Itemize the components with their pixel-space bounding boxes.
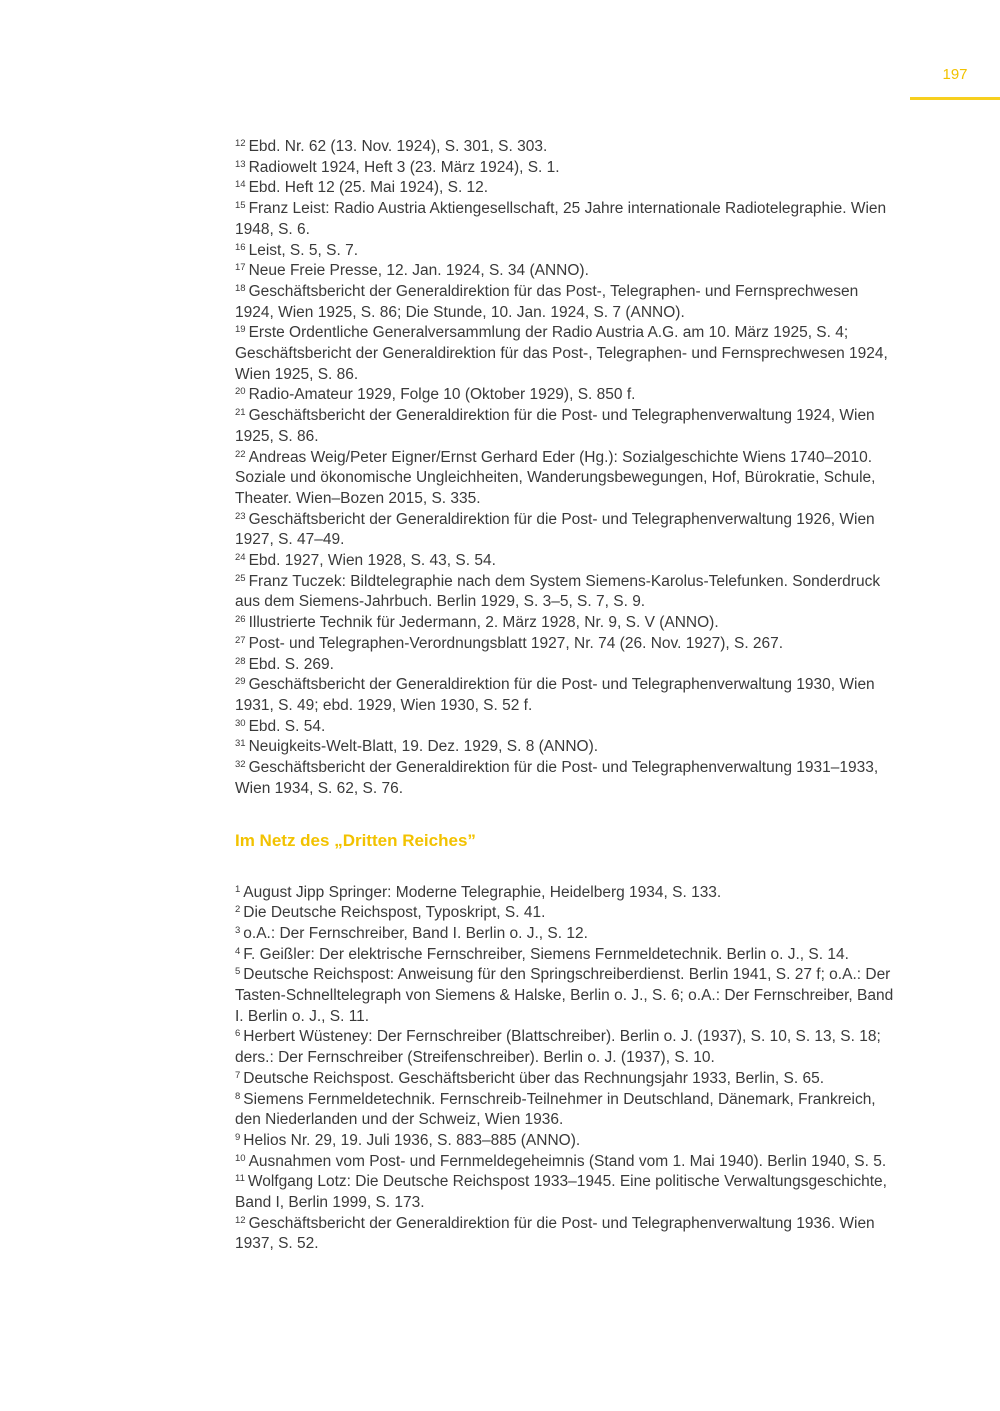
footnote-text: Geschäftsbericht der Generaldirektion für das Post-, Telegraphen- und Fernsprechwesen 1924, Wien 1925, S. 86; Die Stunde, 10. Jan. 1924, S. 7 (ANNO). bbox=[235, 282, 859, 321]
footnote-text: Neuigkeits-Welt-Blatt, 19. Dez. 1929, S. 8 (ANNO). bbox=[248, 738, 599, 756]
footnote-number: 18 bbox=[235, 282, 246, 294]
footnote bbox=[235, 572, 895, 613]
footnote bbox=[235, 241, 895, 262]
footnote-number: 32 bbox=[235, 759, 246, 771]
footnote-number: 19 bbox=[235, 324, 246, 336]
footnote-number: 31 bbox=[235, 738, 246, 750]
footnote bbox=[235, 1152, 895, 1173]
footnote bbox=[235, 385, 895, 406]
footnote-number: 29 bbox=[235, 676, 246, 688]
footnote bbox=[235, 510, 895, 551]
footnote-text: Radio-Amateur 1929, Folge 10 (Oktober 1929), S. 850 f. bbox=[248, 386, 636, 404]
page-number: 197 bbox=[942, 66, 968, 83]
footnote bbox=[235, 903, 895, 924]
footnote-text: Erste Ordentliche Generalversammlung der Radio Austria A.G. am 10. März 1925, S. 4; Geschäftsbericht der Generaldirektion für das Post-, Telegraphen- und Fernsprechwesen 1924, Wien 1925, S. 86. bbox=[235, 324, 888, 383]
footnote-text: Ebd. S. 269. bbox=[248, 655, 334, 673]
footnote-text: Ebd. Nr. 62 (13. Nov. 1924), S. 301, S. 303. bbox=[248, 138, 548, 155]
footnote bbox=[235, 1027, 895, 1068]
footnote-text: Ausnahmen vom Post- und Fernmeldegeheimnis (Stand vom 1. Mai 1940). Berlin 1940, S. 5. bbox=[248, 1152, 887, 1170]
footnote bbox=[235, 282, 895, 323]
footnote-text: Neue Freie Presse, 12. Jan. 1924, S. 34 (ANNO). bbox=[248, 262, 589, 280]
footnote-text: Deutsche Reichspost: Anweisung für den Springschreiberdienst. Berlin 1941, S. 27 f; o.A.: Der Tasten-Schnelltelegraph von Siemens & Halske, Berlin o. J., S. 6; o.A.: Der Fernschreiber, Band I. Berlin o. J., S. 11. bbox=[235, 966, 894, 1025]
footnote-number: 14 bbox=[235, 179, 246, 191]
footnote-number: 3 bbox=[235, 924, 241, 936]
footnote bbox=[235, 758, 895, 799]
footnote bbox=[235, 965, 895, 1027]
footnote-text: Geschäftsbericht der Generaldirektion für die Post- und Telegraphenverwaltung 1930, Wien 1931, S. 49; ebd. 1929, Wien 1930, S. 52 f. bbox=[235, 676, 875, 714]
footnote-text: Franz Tuczek: Bildtelegraphie nach dem System Siemens-Karolus-Telefunken. Sonderdruck aus dem Siemens-Jahrbuch. Berlin 1929, S. 3–5, S. 7, S. 9. bbox=[235, 572, 881, 611]
footnote bbox=[235, 551, 895, 572]
footnote-number: 8 bbox=[235, 1090, 241, 1102]
footnote-number: 16 bbox=[235, 241, 246, 253]
footnote-text: August Jipp Springer: Moderne Telegraphie, Heidelberg 1934, S. 133. bbox=[243, 883, 722, 901]
footnote bbox=[235, 717, 895, 738]
footnote-text: Ebd. 1927, Wien 1928, S. 43, S. 54. bbox=[248, 552, 496, 570]
footnote-number: 5 bbox=[235, 966, 241, 978]
footnote-text: o.A.: Der Fernschreiber, Band I. Berlin o. J., S. 12. bbox=[243, 924, 588, 942]
footnote bbox=[235, 1131, 895, 1152]
footnote-number: 12 bbox=[235, 1214, 246, 1226]
footnote bbox=[235, 261, 895, 282]
footnote bbox=[235, 323, 895, 385]
footnote-text: Andreas Weig/Peter Eigner/Ernst Gerhard Eder (Hg.): Sozialgeschichte Wiens 1740–2010. Soziale und ökonomische Ungleichheiten, Wanderungsbewegungen, Hof, Bürokratie, Schule, Theater. Wien–Bozen 2015, S. 335. bbox=[235, 448, 876, 507]
footnote bbox=[235, 945, 895, 966]
footnote-number: 12 bbox=[235, 138, 246, 149]
footnote bbox=[235, 924, 895, 945]
footnotes-list-part2 bbox=[235, 883, 895, 1256]
footnote-text: Wolfgang Lotz: Die Deutsche Reichspost 1933–1945. Eine politische Verwaltungsgeschichte, Band I, Berlin 1999, S. 173. bbox=[235, 1173, 887, 1212]
footnote bbox=[235, 634, 895, 655]
footnotes-list-part1 bbox=[235, 137, 895, 800]
footnote-text: Ebd. S. 54. bbox=[248, 717, 326, 735]
footnote-text: Franz Leist: Radio Austria Aktiengesellschaft, 25 Jahre internationale Radiotelegraphie. Wien 1948, S. 6. bbox=[235, 200, 887, 238]
footnote-text: Siemens Fernmeldetechnik. Fernschreib-Teilnehmer in Deutschland, Dänemark, Frankreich, den Niederlanden und der Schweiz, Wien 1936. bbox=[235, 1090, 876, 1129]
footnote-number: 15 bbox=[235, 200, 246, 212]
footnote bbox=[235, 1090, 895, 1131]
footnote bbox=[235, 1069, 895, 1090]
footnote-number: 9 bbox=[235, 1131, 241, 1143]
footnote-text: Illustrierte Technik für Jedermann, 2. März 1928, Nr. 9, S. V (ANNO). bbox=[248, 614, 719, 632]
footnote bbox=[235, 675, 895, 716]
footnote-number: 28 bbox=[235, 655, 246, 667]
footnote-text: Leist, S. 5, S. 7. bbox=[248, 241, 358, 259]
footnote-number: 22 bbox=[235, 448, 246, 460]
footnote-number: 7 bbox=[235, 1069, 241, 1081]
footnote-number: 4 bbox=[235, 945, 241, 957]
footnote bbox=[235, 448, 895, 510]
footnote bbox=[235, 158, 895, 179]
footnote bbox=[235, 199, 895, 240]
footnote-text: Die Deutsche Reichspost, Typoskript, S. 41. bbox=[243, 904, 546, 922]
footnote-number: 10 bbox=[235, 1152, 246, 1164]
footnote bbox=[235, 613, 895, 634]
footnote-number: 2 bbox=[235, 904, 241, 916]
footnotes-body bbox=[235, 137, 895, 1255]
footnote-text: Geschäftsbericht der Generaldirektion für die Post- und Telegraphenverwaltung 1931–1933, Wien 1934, S. 62, S. 76. bbox=[235, 759, 879, 797]
footnote-text: Radiowelt 1924, Heft 3 (23. März 1924), S. 1. bbox=[248, 158, 560, 176]
footnote-number: 25 bbox=[235, 572, 246, 584]
footnote bbox=[235, 737, 895, 758]
footnote bbox=[235, 883, 895, 904]
footnote-number: 20 bbox=[235, 386, 246, 398]
page-number-rule bbox=[910, 97, 1000, 100]
footnote-text: Geschäftsbericht der Generaldirektion für die Post- und Telegraphenverwaltung 1926, Wien 1927, S. 47–49. bbox=[235, 510, 875, 549]
footnote bbox=[235, 178, 895, 199]
footnote-number: 6 bbox=[235, 1028, 241, 1040]
footnote-text: Post- und Telegraphen-Verordnungsblatt 1927, Nr. 74 (26. Nov. 1927), S. 267. bbox=[248, 634, 784, 652]
footnote bbox=[235, 1214, 895, 1255]
footnote-text: F. Geißler: Der elektrische Fernschreiber, Siemens Fernmeldetechnik. Berlin o. J., S. 14. bbox=[243, 945, 849, 963]
footnote-text: Ebd. Heft 12 (25. Mai 1924), S. 12. bbox=[248, 179, 489, 197]
footnote bbox=[235, 406, 895, 447]
footnote-text: Geschäftsbericht der Generaldirektion für die Post- und Telegraphenverwaltung 1936. Wien 1937, S. 52. bbox=[235, 1214, 875, 1253]
footnote-text: Helios Nr. 29, 19. Juli 1936, S. 883–885 (ANNO). bbox=[243, 1131, 581, 1149]
footnote-number: 24 bbox=[235, 552, 246, 564]
footnote-number: 26 bbox=[235, 614, 246, 626]
footnote-text: Geschäftsbericht der Generaldirektion für die Post- und Telegraphenverwaltung 1924, Wien 1925, S. 86. bbox=[235, 407, 875, 445]
footnote-number: 17 bbox=[235, 262, 246, 274]
footnote-number: 30 bbox=[235, 717, 246, 729]
footnote-number: 11 bbox=[235, 1173, 245, 1185]
section-heading: Im Netz des „Dritten Reiches” bbox=[235, 830, 476, 850]
footnote bbox=[235, 1172, 895, 1213]
footnote-number: 1 bbox=[235, 883, 241, 895]
footnote-number: 21 bbox=[235, 407, 246, 419]
footnote-number: 23 bbox=[235, 510, 246, 522]
footnote bbox=[235, 137, 895, 158]
footnote-text: Deutsche Reichspost. Geschäftsbericht über das Rechnungsjahr 1933, Berlin, S. 65. bbox=[243, 1069, 825, 1087]
footnote bbox=[235, 655, 895, 676]
footnote-number: 13 bbox=[235, 158, 246, 170]
footnote-text: Herbert Wüsteney: Der Fernschreiber (Blattschreiber). Berlin o. J. (1937), S. 10, S. 13, S. 18; ders.: Der Fernschreiber (Streifenschreiber). Berlin o. J. (1937), S. 10. bbox=[235, 1028, 881, 1067]
footnote-number: 27 bbox=[235, 634, 246, 646]
